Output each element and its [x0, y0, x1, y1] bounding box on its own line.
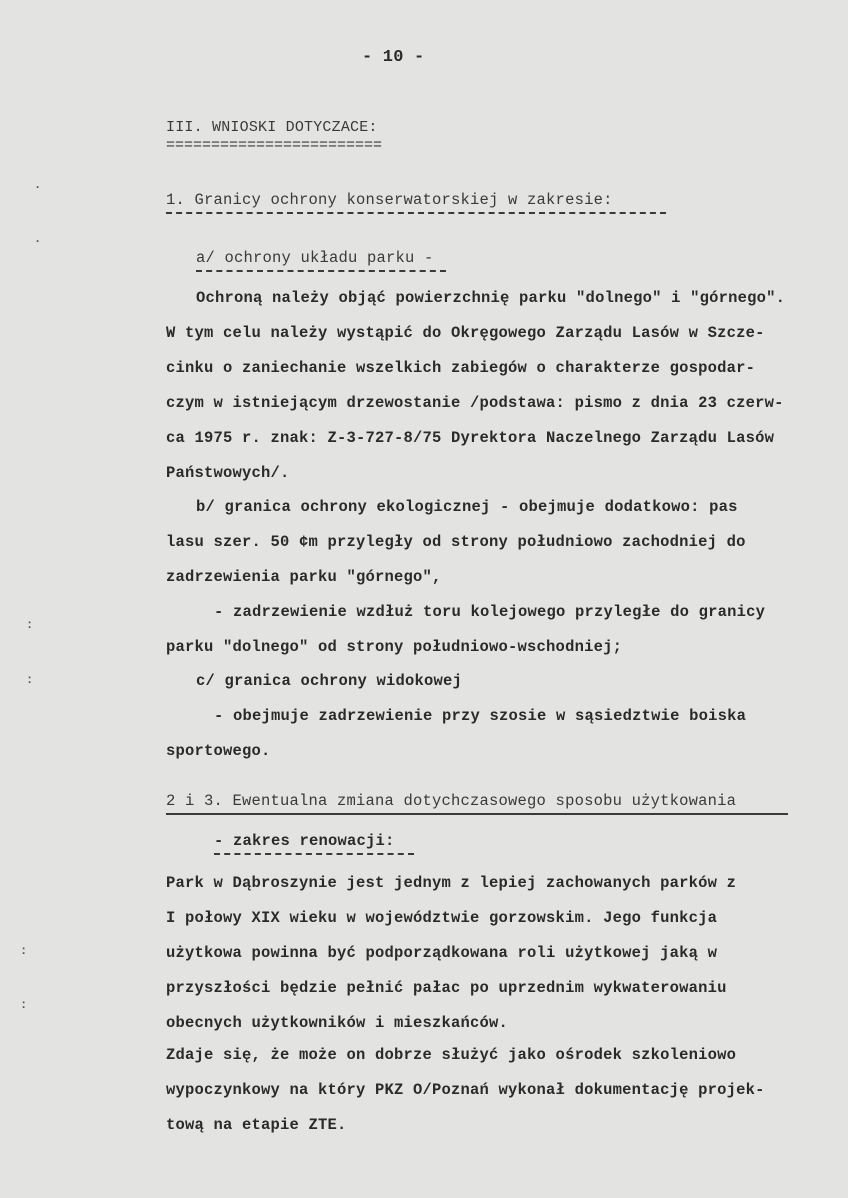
page-number: - 10 -: [362, 48, 425, 67]
paragraph-23-line-1: Park w Dąbroszynie jest jednym z lepiej zachowanych parków z: [166, 874, 737, 892]
margin-dot: :: [26, 673, 34, 687]
section-title-underline: ========================: [166, 137, 383, 154]
section-title: III. WNIOSKI DOTYCZACE:: [166, 119, 378, 136]
paragraph-23-line-8: tową na etapie ZTE.: [166, 1116, 347, 1134]
paragraph-b-line-3: zadrzewienia parku "górnego",: [166, 568, 442, 586]
paragraph-c-line-1: - obejmuje zadrzewienie przy szosie w sąsiedztwie boiska: [214, 707, 747, 725]
subheading-a: a/ ochrony układu parku -: [196, 249, 434, 267]
heading-2: 2 i 3. Ewentualna zmiana dotychczasowego sposobu użytkowania: [166, 792, 737, 810]
heading-1: 1. Granicy ochrony konserwatorskiej w zakresie:: [166, 191, 613, 209]
subheading-a-underline: [196, 270, 446, 272]
paragraph-b-line-1: b/ granica ochrony ekologicznej - obejmuje dodatkowo: pas: [196, 498, 738, 516]
paragraph-23-line-5: obecnych użytkowników i mieszkańców.: [166, 1014, 509, 1032]
subheading-c: c/ granica ochrony widokowej: [196, 672, 463, 690]
paragraph-b-line-2: lasu szer. 50 ¢m przyległy od strony południowo zachodniej do: [166, 533, 746, 551]
heading-2-subtitle-underline: [214, 853, 414, 855]
paragraph-23-line-6: Zdaje się, że może on dobrze służyć jako ośrodek szkoleniowo: [166, 1046, 737, 1064]
paragraph-a-line-6: Państwowych/.: [166, 464, 290, 482]
paragraph-a-line-1: Ochroną należy objąć powierzchnię parku "dolnego" i "górnego".: [196, 289, 786, 307]
paragraph-b2-line-1: - zadrzewienie wzdłuż toru kolejowego przyległe do granicy: [214, 603, 766, 621]
paragraph-a-line-2: W tym celu należy wystąpić do Okręgowego Zarządu Lasów w Szcze-: [166, 324, 765, 342]
paragraph-b2-line-2: parku "dolnego" od strony południowo-wschodniej;: [166, 638, 623, 656]
heading-1-underline: [166, 212, 666, 214]
heading-2-underline: [166, 813, 788, 815]
paragraph-23-line-7: wypoczynkowy na który PKZ O/Poznań wykonał dokumentację projek-: [166, 1081, 765, 1099]
margin-dot: .: [34, 232, 42, 246]
paragraph-a-line-5: ca 1975 r. znak: Z-3-727-8/75 Dyrektora Naczelnego Zarządu Lasów: [166, 429, 775, 447]
paragraph-a-line-3: cinku o zaniechanie wszelkich zabiegów o charakterze gospodar-: [166, 359, 756, 377]
margin-dot: :: [20, 998, 28, 1012]
paragraph-c-line-2: sportowego.: [166, 742, 271, 760]
margin-dot: :: [26, 618, 34, 632]
heading-2-subtitle: - zakres renowacji:: [214, 832, 395, 850]
paragraph-a-line-4: czym w istniejącym drzewostanie /podstawa: pismo z dnia 23 czerw-: [166, 394, 784, 412]
paragraph-23-line-4: przyszłości będzie pełnić pałac po uprzednim wykwaterowaniu: [166, 979, 727, 997]
paragraph-23-line-3: użytkowa powinna być podporządkowana roli użytkowej jaką w: [166, 944, 718, 962]
margin-dot: :: [20, 944, 28, 958]
paragraph-23-line-2: I połowy XIX wieku w województwie gorzowskim. Jego funkcja: [166, 909, 718, 927]
margin-dot: .: [34, 178, 42, 192]
